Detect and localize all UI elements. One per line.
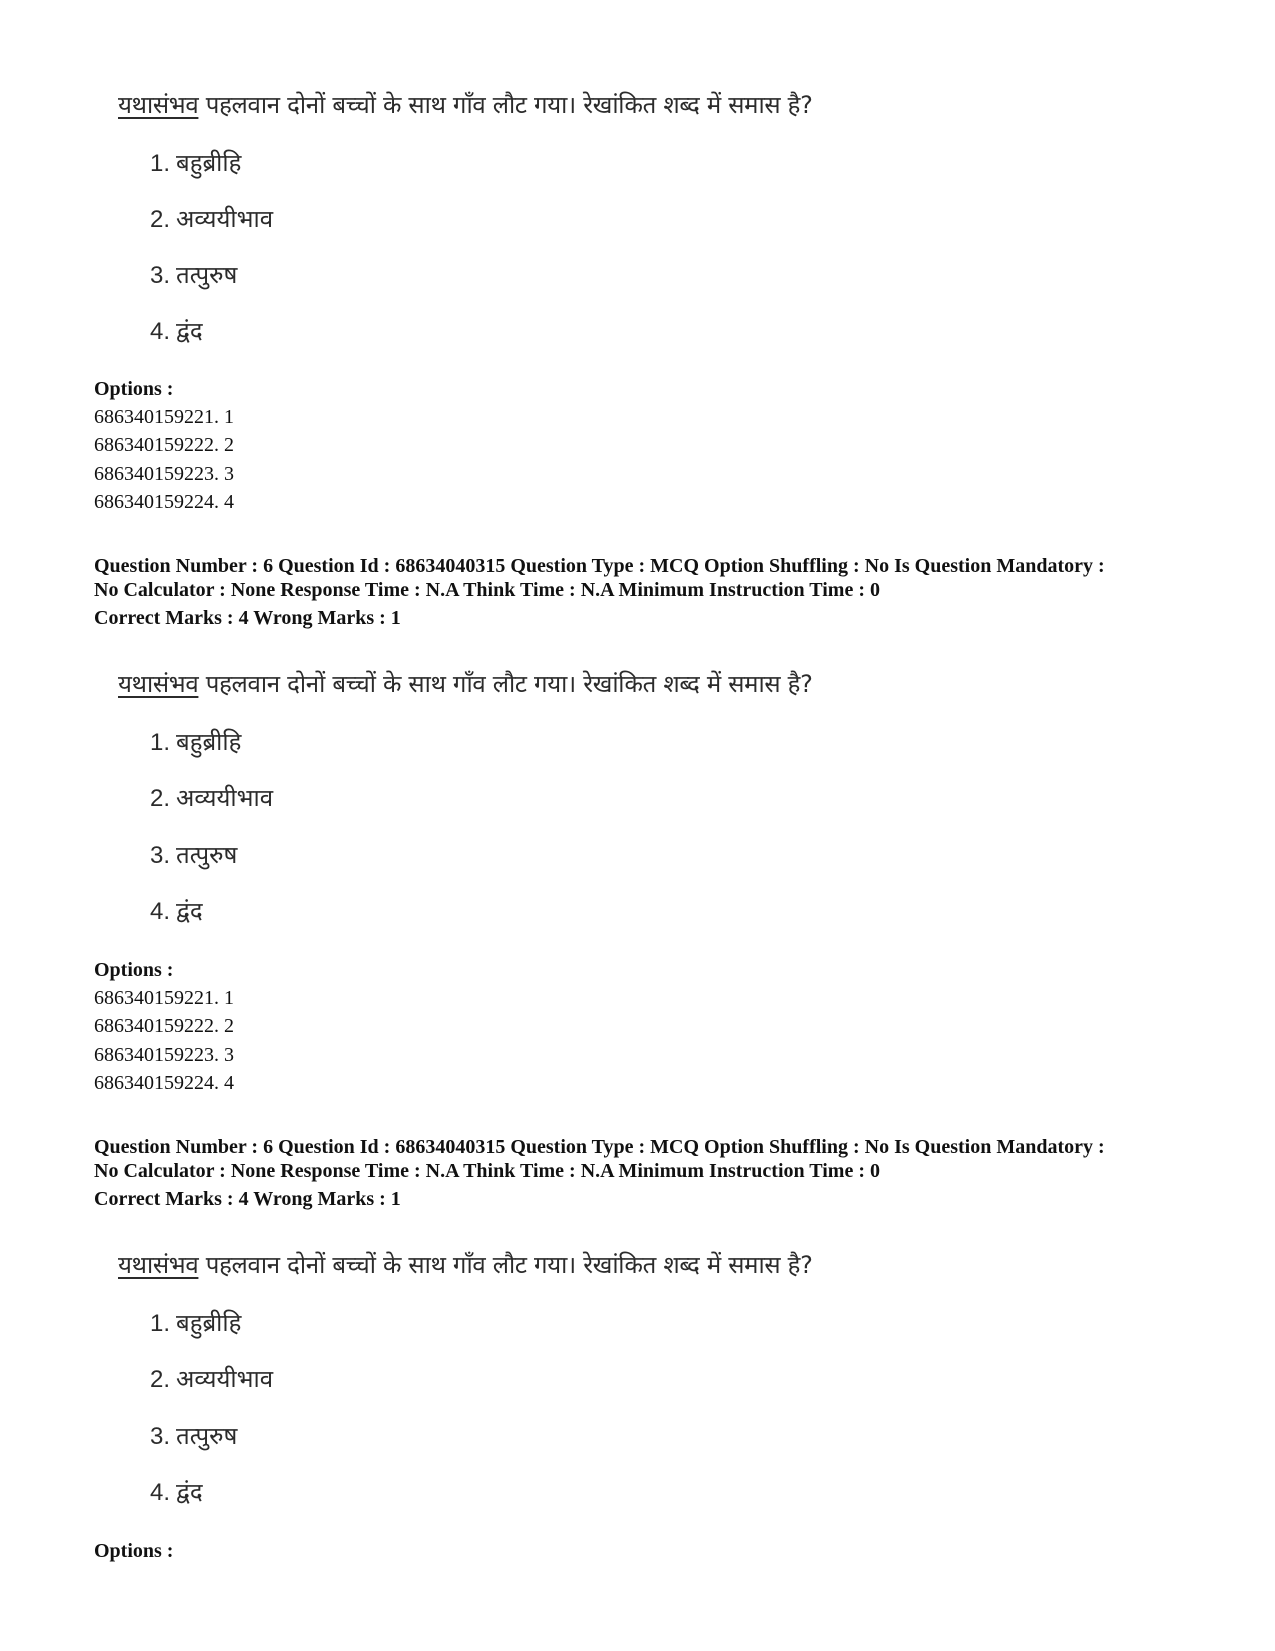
options-heading: Options : <box>94 378 174 400</box>
choice-4 <box>150 894 203 927</box>
choice-4 <box>150 314 203 347</box>
choice-1 <box>150 725 241 758</box>
choice-3 <box>150 258 237 291</box>
options-heading: Options : <box>94 1540 174 1562</box>
question-rest: पहलवान दोनों बच्चों के साथ गाँव लौट गया। रेखांकित शब्द में समास है? <box>198 1251 813 1279</box>
question-text <box>118 1248 813 1281</box>
choice-text: तत्पुरुष <box>176 1422 238 1450</box>
choice-1 <box>150 1306 241 1339</box>
option-line: 686340159221. 1 <box>94 987 234 1009</box>
question-rest: पहलवान दोनों बच्चों के साथ गाँव लौट गया। रेखांकित शब्द में समास है? <box>198 91 813 119</box>
choice-text: अव्ययीभाव <box>176 784 274 812</box>
choice-1 <box>150 146 241 179</box>
underlined-word: यथासंभव <box>118 670 199 698</box>
choice-number: 2. <box>150 785 171 812</box>
choice-3 <box>150 1419 237 1452</box>
choice-number: 3. <box>150 262 171 289</box>
choice-text: बहुब्रीहि <box>176 1309 242 1337</box>
choice-text: द्वंद <box>176 1478 203 1506</box>
choice-2 <box>150 781 273 814</box>
option-line: 686340159221. 1 <box>94 406 234 428</box>
choice-text: द्वंद <box>176 317 203 345</box>
choice-text: बहुब्रीहि <box>176 149 242 177</box>
underlined-word: यथासंभव <box>118 91 199 119</box>
choice-number: 4. <box>150 318 171 345</box>
choice-text: तत्पुरुष <box>176 261 238 289</box>
choice-number: 2. <box>150 1366 171 1393</box>
choice-number: 1. <box>150 150 171 177</box>
option-line: 686340159223. 3 <box>94 1044 234 1066</box>
choice-text: बहुब्रीहि <box>176 728 242 756</box>
question-text <box>118 88 813 121</box>
choice-number: 3. <box>150 842 171 869</box>
question-meta-line: Question Number : 6 Question Id : 68634040315 Question Type : MCQ Option Shuffling : No Is Question Mandatory : <box>94 555 1105 577</box>
option-line: 686340159222. 2 <box>94 434 234 456</box>
option-line: 686340159224. 4 <box>94 491 234 513</box>
question-meta-line: No Calculator : None Response Time : N.A Think Time : N.A Minimum Instruction Time : 0 <box>94 579 880 601</box>
options-heading: Options : <box>94 959 174 981</box>
choice-3 <box>150 838 237 871</box>
choice-text: द्वंद <box>176 897 203 925</box>
option-line: 686340159222. 2 <box>94 1015 234 1037</box>
choice-number: 4. <box>150 1479 171 1506</box>
choice-text: अव्ययीभाव <box>176 205 274 233</box>
question-meta-line: Question Number : 6 Question Id : 68634040315 Question Type : MCQ Option Shuffling : No Is Question Mandatory : <box>94 1136 1105 1158</box>
choice-number: 4. <box>150 898 171 925</box>
marks-line: Correct Marks : 4 Wrong Marks : 1 <box>94 607 401 629</box>
choice-number: 1. <box>150 1310 171 1337</box>
underlined-word: यथासंभव <box>118 1251 199 1279</box>
choice-2 <box>150 202 273 235</box>
choice-text: अव्ययीभाव <box>176 1365 274 1393</box>
choice-4 <box>150 1475 203 1508</box>
marks-line: Correct Marks : 4 Wrong Marks : 1 <box>94 1188 401 1210</box>
option-line: 686340159223. 3 <box>94 463 234 485</box>
choice-number: 1. <box>150 729 171 756</box>
question-meta-line: No Calculator : None Response Time : N.A Think Time : N.A Minimum Instruction Time : 0 <box>94 1160 880 1182</box>
question-rest: पहलवान दोनों बच्चों के साथ गाँव लौट गया। रेखांकित शब्द में समास है? <box>198 670 813 698</box>
choice-number: 3. <box>150 1423 171 1450</box>
choice-number: 2. <box>150 206 171 233</box>
choice-2 <box>150 1362 273 1395</box>
question-text <box>118 667 813 700</box>
option-line: 686340159224. 4 <box>94 1072 234 1094</box>
choice-text: तत्पुरुष <box>176 841 238 869</box>
